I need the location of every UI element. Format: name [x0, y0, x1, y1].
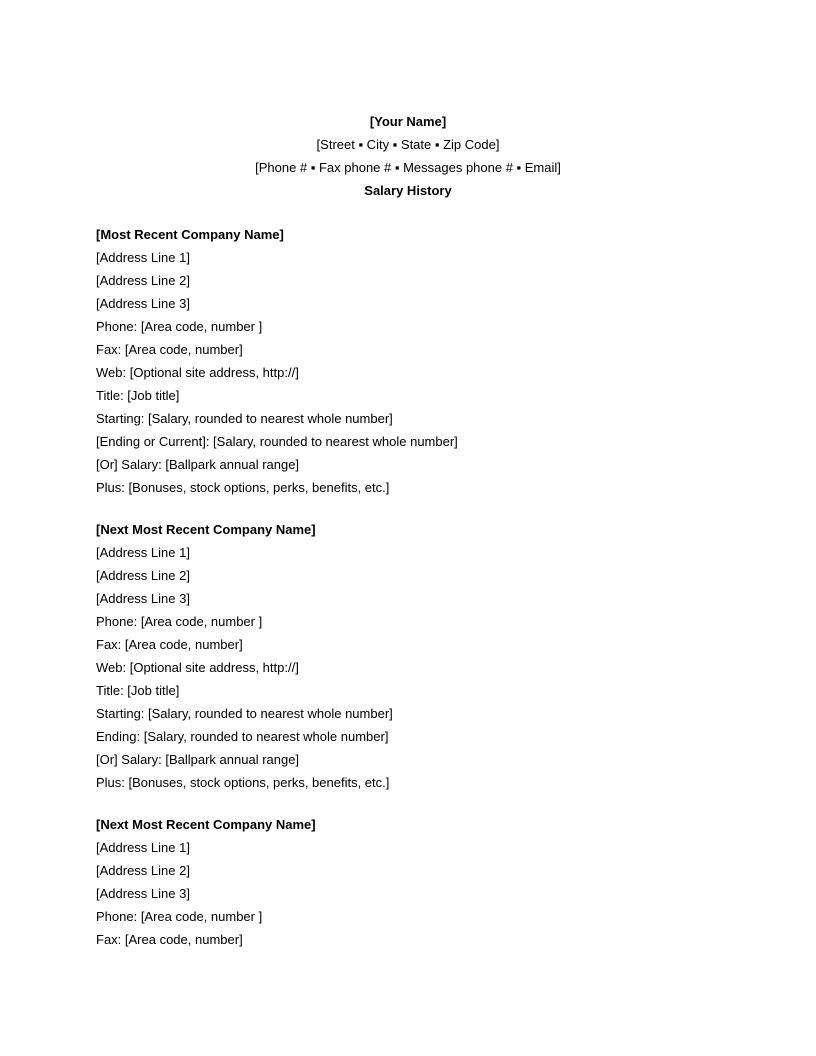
letterhead: [0, 114, 816, 206]
starting-salary-line: Starting: [Salary, rounded to nearest whole number]: [96, 411, 393, 426]
company-name: [Next Most Recent Company Name]: [96, 817, 316, 832]
starting-salary-line: Starting: [Salary, rounded to nearest whole number]: [96, 706, 393, 721]
address-line-2: [Address Line 2]: [96, 273, 190, 288]
company-name: [Next Most Recent Company Name]: [96, 522, 316, 537]
address-line-1: [Address Line 1]: [96, 840, 190, 855]
document-title: Salary History: [364, 183, 452, 198]
contact-info: [Phone # ▪ Fax phone # ▪ Messages phone # ▪ Email]: [255, 160, 561, 175]
phone-line: Phone: [Area code, number ]: [96, 319, 263, 334]
company-section-next-recent: [96, 522, 736, 798]
address-line-3: [Address Line 3]: [96, 296, 190, 311]
ending-salary-line: [Ending or Current]: [Salary, rounded to nearest whole number]: [96, 434, 458, 449]
fax-line: Fax: [Area code, number]: [96, 932, 243, 947]
street-address: [Street ▪ City ▪ State ▪ Zip Code]: [316, 137, 500, 152]
job-title-line: Title: [Job title]: [96, 683, 180, 698]
company-section-most-recent: [96, 227, 736, 503]
ending-salary-line: Ending: [Salary, rounded to nearest whole number]: [96, 729, 389, 744]
web-line: Web: [Optional site address, http://]: [96, 660, 299, 675]
fax-line: Fax: [Area code, number]: [96, 342, 243, 357]
plus-line: Plus: [Bonuses, stock options, perks, benefits, etc.]: [96, 775, 390, 790]
phone-line: Phone: [Area code, number ]: [96, 909, 263, 924]
address-line-1: [Address Line 1]: [96, 250, 190, 265]
salary-range-line: [Or] Salary: [Ballpark annual range]: [96, 752, 300, 767]
address-line-3: [Address Line 3]: [96, 886, 190, 901]
company-section-third: [96, 817, 736, 955]
address-line-1: [Address Line 1]: [96, 545, 190, 560]
phone-line: Phone: [Area code, number ]: [96, 614, 263, 629]
plus-line: Plus: [Bonuses, stock options, perks, benefits, etc.]: [96, 480, 390, 495]
web-line: Web: [Optional site address, http://]: [96, 365, 299, 380]
address-line-2: [Address Line 2]: [96, 568, 190, 583]
address-line-3: [Address Line 3]: [96, 591, 190, 606]
address-line-2: [Address Line 2]: [96, 863, 190, 878]
fax-line: Fax: [Area code, number]: [96, 637, 243, 652]
salary-range-line: [Or] Salary: [Ballpark annual range]: [96, 457, 300, 472]
your-name: [Your Name]: [369, 114, 447, 129]
job-title-line: Title: [Job title]: [96, 388, 180, 403]
company-name: [Most Recent Company Name]: [96, 227, 284, 242]
